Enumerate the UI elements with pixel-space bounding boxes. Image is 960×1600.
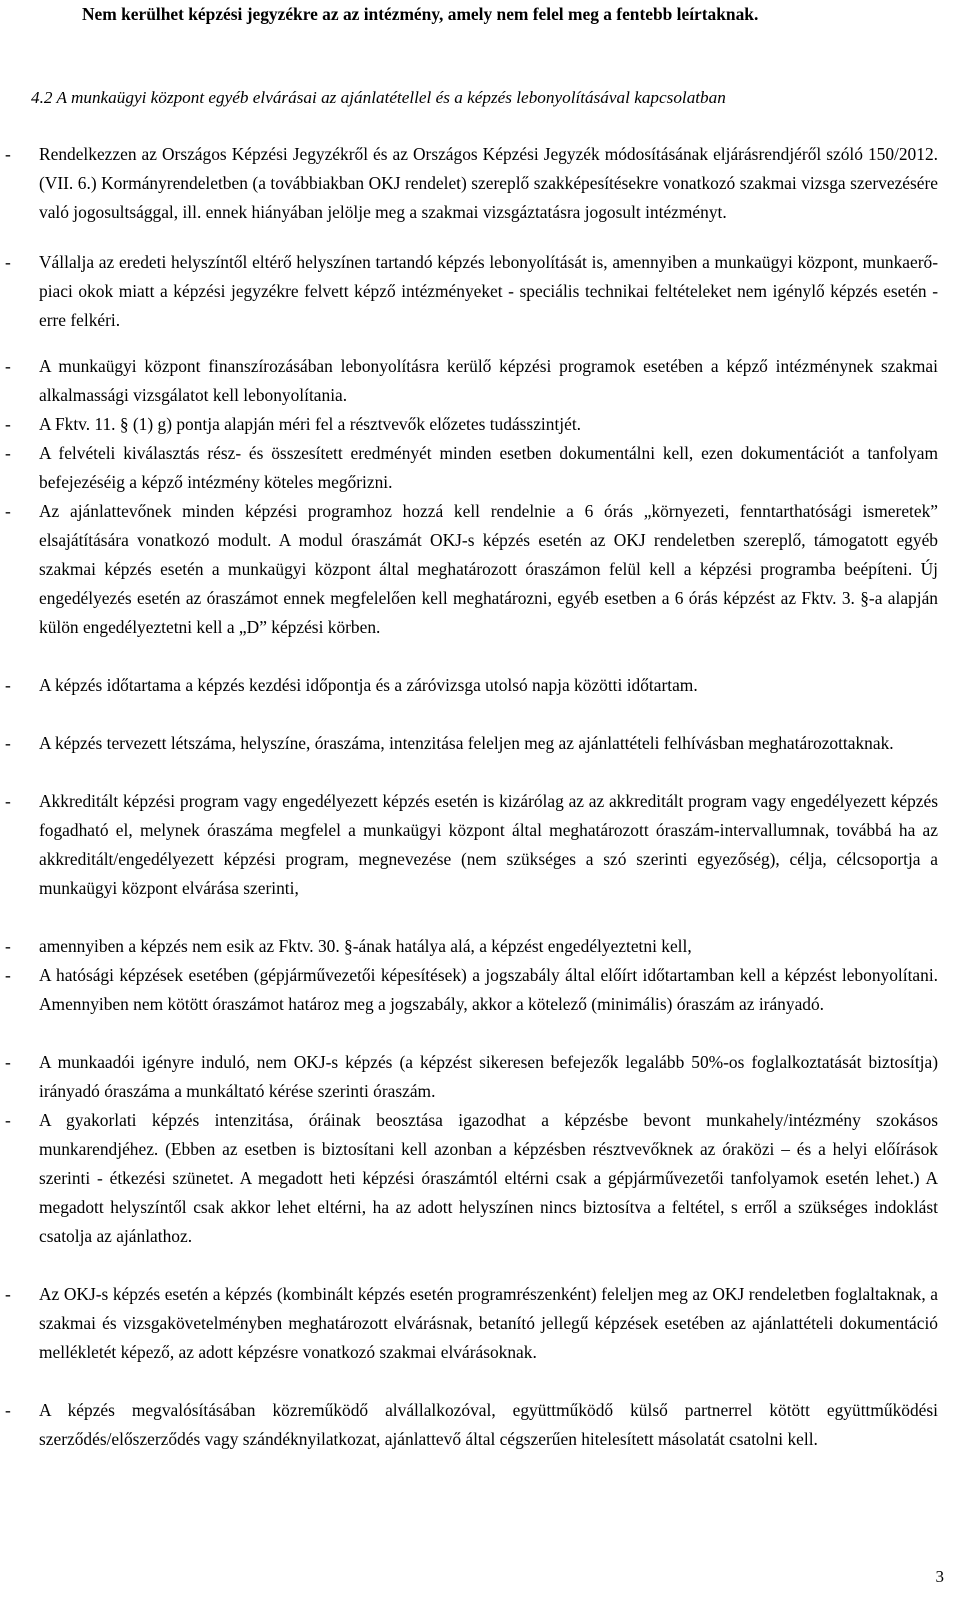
- list-bullet: -: [5, 675, 11, 695]
- list-bullet: -: [5, 965, 11, 985]
- list-item-text: A képzés tervezett létszáma, helyszíne, óraszáma, intenzitása feleljen meg az ajánlattételi felhívásban meghatározottaknak.: [39, 733, 894, 753]
- list-item: [0, 671, 938, 700]
- list-bullet: -: [5, 252, 11, 272]
- list-item: [0, 932, 938, 961]
- list-bullet: -: [5, 936, 11, 956]
- list-item: [0, 1106, 938, 1251]
- list-item-text: A munkaadói igényre induló, nem OKJ-s képzés (a képzést sikeresen befejezők legalább 50%-os foglalkoztatását biztosítja) irányadó óraszáma a munkáltató kérése szerinti óraszám.: [39, 1052, 938, 1101]
- list-item: [0, 410, 938, 439]
- list-item-text: A gyakorlati képzés intenzitása, óráinak beosztása igazodhat a képzésbe bevont munkahely/intézmény szokásos munkarendjéhez. (Ebben az esetben is biztosítani kell azonban a képzésben résztvevőknek az óraközi – és a helyi előírások szerinti - étkezési szünetet. A megadott heti képzési óraszámtól eltérni csak a gépjárművezetői tanfolyamok esetén lehet.) A megadott helyszíntől csak akkor lehet eltérni, ha az adott helyszínen nincs biztosítva a feltétel, s erről a szükséges indoklást csatolja az ajánlathoz.: [39, 1110, 938, 1246]
- list-item: [0, 352, 938, 410]
- section-heading: 4.2 A munkaügyi központ egyéb elvárásai az ajánlatétellel és a képzés lebonyolításával kapcsolatban: [31, 88, 726, 107]
- list-item-text: Az ajánlattevőnek minden képzési programhoz hozzá kell rendelnie a 6 órás „környezeti, fenntarthatósági ismeretek” elsajátítására vonatkozó modult. A modul óraszámát OKJ-s képzés esetén az OKJ rendeletben szereplő, támogatott egyéb szakmai képzés esetén a munkaügyi központ által meghatározott óraszámon felül kell a képzési programba beépíteni. Új engedélyezés esetén az óraszámot ennek megfelelően kell meghatározni, egyéb esetben a 6 órás képzést az Fktv. 3. §-a alapján külön engedélyeztetni kell a „D” képzési körben.: [39, 501, 938, 637]
- list-bullet: -: [5, 501, 11, 521]
- list-item: [0, 1280, 938, 1367]
- list-item: [0, 1048, 938, 1106]
- list-item-text: A felvételi kiválasztás rész- és összesített eredményét minden esetben dokumentálni kell, ezen dokumentációt a tanfolyam befejezéséig a képző intézmény köteles megőrizni.: [39, 443, 938, 492]
- list-item: [0, 248, 938, 335]
- list-item-text: A képzés megvalósításában közreműködő alvállalkozóval, együttműködő külső partnerrel kötött együttműködési szerződés/előszerződés vagy szándéknyilatkozat, ajánlattevő által cégszerűen hitelesített másolatát csatolni kell.: [39, 1400, 938, 1449]
- list-item: [0, 1396, 938, 1454]
- list-bullet: -: [5, 1110, 11, 1130]
- list-item-text: Rendelkezzen az Országos Képzési Jegyzékről és az Országos Képzési Jegyzék módosításának eljárásrendjéről szóló 150/2012. (VII. 6.) Kormányrendeletben (a továbbiakban OKJ rendelet) szereplő szakképesítésekre vonatkozó szakmai vizsga szervezésére való jogosultsággal, ill. ennek hiányában jelölje meg a szakmai vizsgáztatásra jogosult intézményt.: [39, 144, 938, 222]
- list-bullet: -: [5, 356, 11, 376]
- list-item: [0, 787, 938, 903]
- list-item: [0, 439, 938, 497]
- list-bullet: -: [5, 791, 11, 811]
- list-bullet: -: [5, 1400, 11, 1420]
- list-bullet: -: [5, 144, 11, 164]
- list-item-text: Az OKJ-s képzés esetén a képzés (kombinált képzés esetén programrészenként) feleljen meg az OKJ rendeletben foglaltaknak, a szakmai és vizsgakövetelményben meghatározott elvárásnak, betanító jellegű képzések esetében az ajánlattételi dokumentáció mellékletét képező, az adott képzésre vonatkozó szakmai elvárásoknak.: [39, 1284, 938, 1362]
- list-bullet: -: [5, 1052, 11, 1072]
- page-number: 3: [935, 1567, 944, 1586]
- list-item-text: Akkreditált képzési program vagy engedélyezett képzés esetén is kizárólag az az akkreditált program vagy engedélyezett képzés fogadható el, melynek óraszáma megfelel a munkaügyi központ által meghatározott óraszám-intervallumnak, továbbá ha az akkreditált/engedélyezett képzési program, megnevezése (nem szükséges a szó szerinti egyezőség), célja, célcsoportja a munkaügyi központ elvárása szerinti,: [39, 791, 938, 898]
- list-item-text: amennyiben a képzés nem esik az Fktv. 30. §-ának hatálya alá, a képzést engedélyeztetni kell,: [39, 936, 692, 956]
- list-item-text: A Fktv. 11. § (1) g) pontja alapján méri fel a résztvevők előzetes tudásszintjét.: [39, 414, 582, 434]
- intro-paragraph: Nem kerülhet képzési jegyzékre az az intézmény, amely nem felel meg a fentebb leírtaknak.: [82, 4, 759, 24]
- list-bullet: -: [5, 443, 11, 463]
- list-item: [0, 140, 938, 227]
- list-bullet: -: [5, 1284, 11, 1304]
- list-item: [0, 961, 938, 1019]
- list-item: [0, 497, 938, 642]
- list-item: [0, 729, 938, 758]
- list-item-text: A képzés időtartama a képzés kezdési időpontja és a záróvizsga utolsó napja közötti időtartam.: [39, 675, 698, 695]
- list-bullet: -: [5, 414, 11, 434]
- list-item-text: A munkaügyi központ finanszírozásában lebonyolításra kerülő képzési programok esetében a képző intézménynek szakmai alkalmassági vizsgálatot kell lebonyolítania.: [39, 356, 938, 405]
- list-bullet: -: [5, 733, 11, 753]
- list-item-text: A hatósági képzések esetében (gépjárművezetői képesítések) a jogszabály által előírt időtartamban kell a képzést lebonyolítani. Amennyiben nem kötött óraszámot határoz meg a jogszabály, akkor a kötelező (minimális) óraszám az irányadó.: [39, 965, 938, 1014]
- list-item-text: Vállalja az eredeti helyszíntől eltérő helyszínen tartandó képzés lebonyolítását is, amennyiben a munkaügyi központ, munkaerő-piaci okok miatt a képzési jegyzékre felvett képző intézményeket - speciális technikai feltételeket nem igénylő képzés esetén - erre felkéri.: [39, 252, 938, 330]
